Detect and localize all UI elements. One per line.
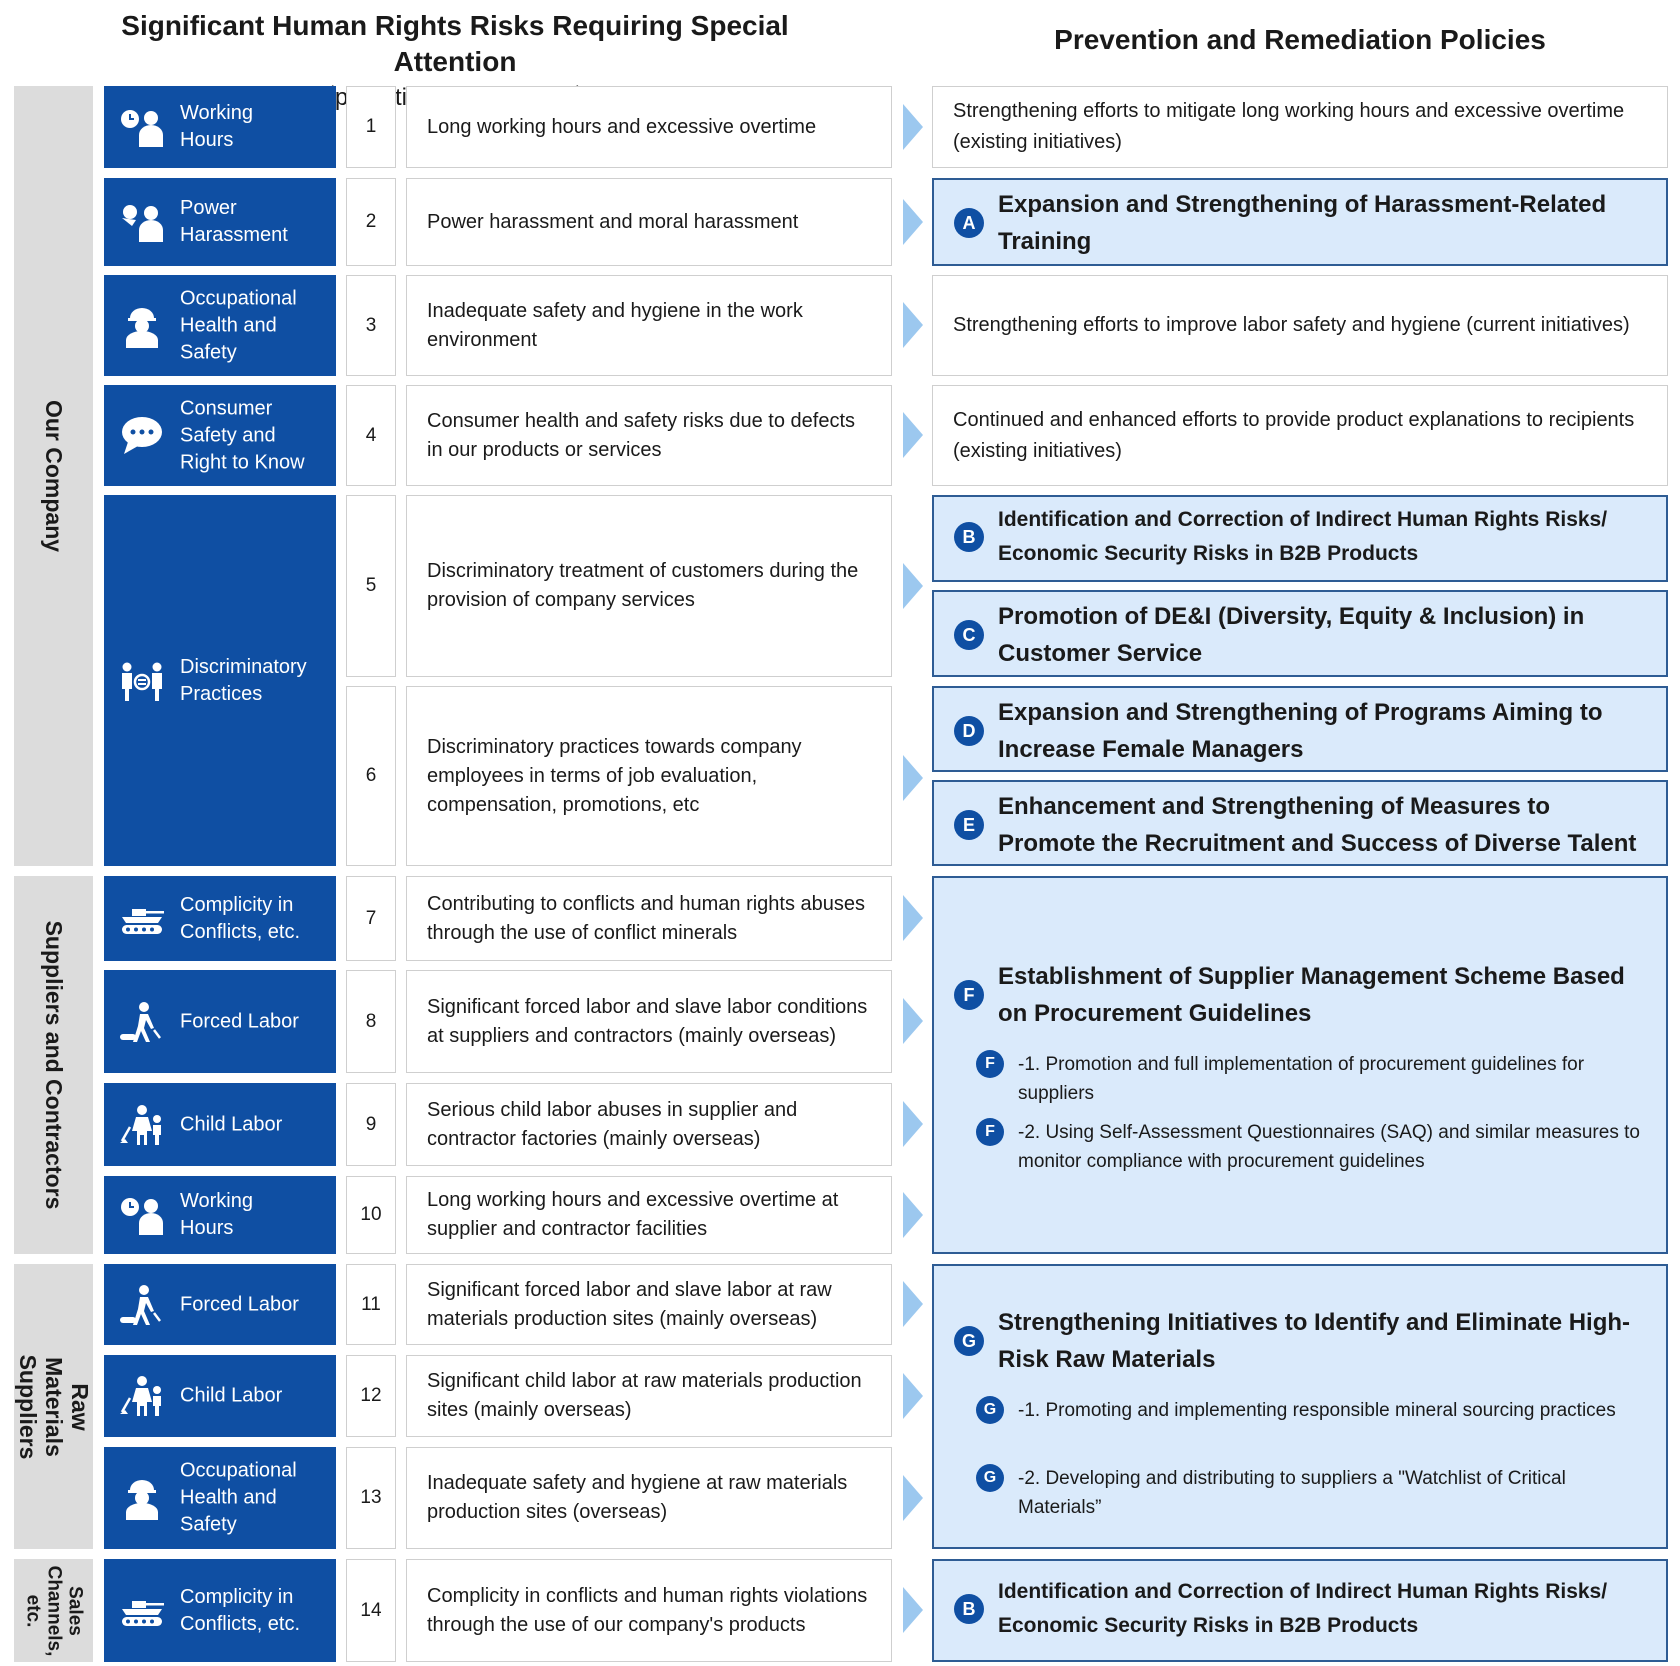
risk-number: 7 <box>346 876 396 961</box>
category-label: Complicity in Conflicts, etc. <box>180 1585 301 1635</box>
policy-g <box>932 1264 1668 1549</box>
group-label: Raw Materials Suppliers <box>14 1354 93 1459</box>
risk-text: Long working hours and excessive overtime at supplier and contractor facilities <box>406 1176 892 1254</box>
child-labor-icon <box>118 1101 166 1149</box>
group-label: Sales Channels, etc. <box>22 1565 85 1656</box>
people-clock-icon <box>118 1191 166 1239</box>
category-label: Forced Labor <box>180 1293 299 1315</box>
arrow-icon <box>903 1101 923 1147</box>
risk-number: 6 <box>346 686 396 866</box>
arrow-icon <box>903 104 923 150</box>
category-label: Complicity in Conflicts, etc. <box>180 893 301 943</box>
category-occupational-safety <box>104 275 336 376</box>
risk-text: Complicity in conflicts and human rights violations through the use of our company's products <box>406 1559 892 1662</box>
arrow-icon <box>903 755 923 801</box>
badge-g: G <box>976 1464 1004 1492</box>
policy-safety-hygiene: Strengthening efforts to improve labor safety and hygiene (current initiatives) <box>932 275 1668 376</box>
risk-text: Inadequate safety and hygiene at raw materials production sites (overseas) <box>406 1447 892 1549</box>
risk-number: 8 <box>346 970 396 1073</box>
badge-c: C <box>954 620 984 650</box>
policy-sub-item: -1. Promoting and implementing responsible mineral sourcing practices <box>1018 1400 1616 1421</box>
group-sales-channels <box>14 1559 93 1662</box>
risk-number: 4 <box>346 385 396 486</box>
group-label: Our Company <box>40 399 67 553</box>
arrow-icon <box>903 1373 923 1419</box>
policy-product-explanations: Continued and enhanced efforts to provide product explanations to recipients (existing initiatives) <box>932 385 1668 486</box>
risk-text: Discriminatory treatment of customers during the provision of company services <box>406 495 892 677</box>
arrow-icon <box>903 1475 923 1521</box>
risk-number: 11 <box>346 1264 396 1345</box>
people-harassment-icon <box>118 198 166 246</box>
risk-number: 10 <box>346 1176 396 1254</box>
policy-title: Strengthening Initiatives to Identify and Eliminate High-Risk Raw Materials <box>998 1309 1631 1373</box>
category-label: Working Hours <box>180 102 253 151</box>
policy-e <box>932 780 1668 866</box>
badge-e: E <box>954 810 984 840</box>
policy-b <box>932 495 1668 582</box>
arrow-icon <box>903 1587 923 1633</box>
category-complicity-conflicts <box>104 876 336 961</box>
arrow-icon <box>903 302 923 348</box>
child-labor-icon <box>118 1372 166 1420</box>
people-balance-icon <box>118 657 166 705</box>
policy-title: Expansion and Strengthening of Harassment-Related Training <box>998 191 1607 255</box>
category-label: Power Harassment <box>180 197 288 246</box>
policy-title: Establishment of Supplier Management Scheme Based on Procurement Guidelines <box>998 963 1625 1027</box>
speech-bubble-icon <box>118 412 166 460</box>
arrow-icon <box>903 563 923 609</box>
category-child-labor <box>104 1083 336 1166</box>
category-label: Forced Labor <box>180 1010 299 1032</box>
worker-helmet-icon <box>118 302 166 350</box>
badge-f: F <box>976 1050 1004 1078</box>
policy-title: Promotion of DE&I (Diversity, Equity & Inclusion) in Customer Service <box>998 603 1585 667</box>
risk-number: 2 <box>346 178 396 266</box>
category-discriminatory-practices <box>104 495 336 866</box>
policy-sub-item: -1. Promotion and full implementation of procurement guidelines for suppliers <box>1018 1054 1585 1104</box>
policy-a <box>932 178 1668 266</box>
risk-number: 13 <box>346 1447 396 1549</box>
policy-sub-item: -2. Using Self-Assessment Questionnaires (SAQ) and similar measures to monitor compliance with procurement guidelines <box>1018 1122 1640 1172</box>
risk-text: Long working hours and excessive overtime <box>406 86 892 168</box>
risk-text: Discriminatory practices towards company employees in terms of job evaluation, compensation, promotions, etc <box>406 686 892 866</box>
category-power-harassment <box>104 178 336 266</box>
arrow-icon <box>903 998 923 1044</box>
arrow-icon <box>903 1192 923 1238</box>
badge-b: B <box>954 522 984 552</box>
people-clock-icon <box>118 103 166 151</box>
category-label: Working Hours <box>180 1190 253 1239</box>
risk-text: Inadequate safety and hygiene in the work environment <box>406 275 892 376</box>
policy-title: Enhancement and Strengthening of Measures to Promote the Recruitment and Success of Diverse Talent <box>998 793 1637 857</box>
policy-title: Identification and Correction of Indirect Human Rights Risks/ Economic Security Risks in B2B Products <box>998 1580 1608 1637</box>
tank-icon <box>118 1587 166 1635</box>
risk-number: 3 <box>346 275 396 376</box>
group-label: Suppliers and Contractors <box>40 920 67 1210</box>
risk-text: Serious child labor abuses in supplier and contractor factories (mainly overseas) <box>406 1083 892 1166</box>
category-occupational-safety-raw <box>104 1447 336 1549</box>
category-working-hours <box>104 86 336 168</box>
category-label: Occupational Health and Safety <box>180 287 297 363</box>
policy-f <box>932 876 1668 1254</box>
risk-number: 14 <box>346 1559 396 1662</box>
risk-text: Power harassment and moral harassment <box>406 178 892 266</box>
category-label: Child Labor <box>180 1113 283 1135</box>
policy-sub-item: -2. Developing and distributing to suppliers a "Watchlist of Critical Materials” <box>1018 1468 1566 1518</box>
badge-g: G <box>976 1396 1004 1424</box>
arrow-icon <box>903 1281 923 1327</box>
badge-d: D <box>954 716 984 746</box>
category-label: Consumer Safety and Right to Know <box>180 397 305 473</box>
arrow-icon <box>903 895 923 941</box>
worker-helmet-icon <box>118 1474 166 1522</box>
badge-b: B <box>954 1594 984 1624</box>
forced-labor-icon <box>118 998 166 1046</box>
policy-b-sales <box>932 1559 1668 1662</box>
tank-icon <box>118 895 166 943</box>
right-header-title: Prevention and Remediation Policies <box>1054 24 1546 55</box>
risk-text: Contributing to conflicts and human rights abuses through the use of conflict minerals <box>406 876 892 961</box>
category-consumer-safety <box>104 385 336 486</box>
risk-text: Significant forced labor and slave labor conditions at suppliers and contractors (mainly overseas) <box>406 970 892 1073</box>
policy-d <box>932 686 1668 772</box>
risk-number: 5 <box>346 495 396 677</box>
badge-f: F <box>954 980 984 1010</box>
badge-g: G <box>954 1326 984 1356</box>
group-raw-materials <box>14 1264 93 1549</box>
policy-c <box>932 590 1668 677</box>
policy-title: Identification and Correction of Indirect Human Rights Risks/ Economic Security Risks in B2B Products <box>998 508 1608 565</box>
policy-working-hours: Strengthening efforts to mitigate long working hours and excessive overtime (existing initiatives) <box>932 86 1668 168</box>
arrow-icon <box>903 199 923 245</box>
forced-labor-icon <box>118 1281 166 1329</box>
category-forced-labor <box>104 970 336 1073</box>
category-child-labor-raw <box>104 1355 336 1437</box>
category-label: Child Labor <box>180 1384 283 1407</box>
risk-text: Significant forced labor and slave labor at raw materials production sites (mainly overseas) <box>406 1264 892 1345</box>
category-label: Occupational Health and Safety <box>180 1459 297 1536</box>
category-forced-labor-raw <box>104 1264 336 1345</box>
group-suppliers-contractors <box>14 876 93 1254</box>
left-header-title: Significant Human Rights Risks Requiring Special Attention <box>121 10 789 77</box>
policy-title: Expansion and Strengthening of Programs Aiming to Increase Female Managers <box>998 699 1603 763</box>
category-label: Discriminatory Practices <box>180 655 307 705</box>
risk-number: 9 <box>346 1083 396 1166</box>
risk-number: 1 <box>346 86 396 168</box>
group-our-company <box>14 86 93 866</box>
risk-number: 12 <box>346 1355 396 1437</box>
badge-a: A <box>954 208 984 238</box>
category-working-hours-suppliers <box>104 1176 336 1254</box>
category-complicity-conflicts-sales <box>104 1559 336 1662</box>
arrow-icon <box>903 412 923 458</box>
badge-f: F <box>976 1118 1004 1146</box>
risk-text: Consumer health and safety risks due to defects in our products or services <box>406 385 892 486</box>
risk-text: Significant child labor at raw materials production sites (mainly overseas) <box>406 1355 892 1437</box>
